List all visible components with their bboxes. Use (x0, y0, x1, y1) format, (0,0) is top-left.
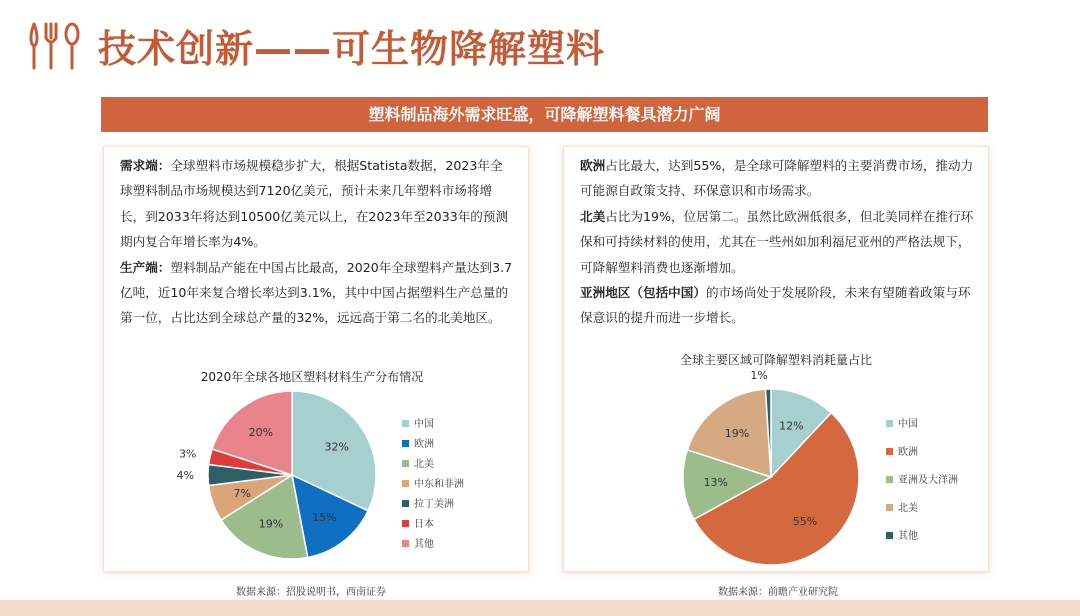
slice-label-5: 4% (176, 469, 194, 482)
left-source-note: 数据来源：招股说明书，西南证券 (236, 587, 386, 598)
supply-lead: 生产端： (120, 259, 171, 275)
slice-label-1: 32% (324, 440, 349, 454)
slice-label-1: 12% (779, 419, 804, 433)
na-lead: 北美 (580, 208, 606, 224)
legend-swatch-4 (886, 504, 893, 511)
legend-swatch-2 (402, 440, 409, 447)
legend-label-3: 北美 (414, 459, 434, 470)
right-source-note: 数据来源：前瞻产业研究院 (718, 587, 838, 598)
legend-label-2: 欧洲 (414, 439, 434, 450)
legend-label-4: 北美 (898, 503, 918, 514)
slice-label-3: 19% (258, 517, 284, 531)
slice-label-2: 55% (792, 514, 818, 528)
slice-label-3: 13% (703, 476, 729, 490)
legend-swatch-3 (402, 460, 409, 467)
legend-label-5: 拉丁美洲 (414, 499, 454, 510)
legend-swatch-1 (886, 420, 893, 427)
asia-text: 的市场尚处于发展阶段，未来有望随着政策与环保意识的提升而进一步增长。 (580, 285, 971, 326)
slice-label-4: 7% (233, 486, 251, 500)
asia-lead: 亚洲地区（包括中国） (580, 285, 706, 301)
footer-strip (0, 600, 1080, 616)
legend-swatch-1 (402, 420, 409, 427)
legend-label-1: 中国 (414, 419, 434, 430)
slice-label-2: 15% (312, 510, 337, 524)
legend-swatch-4 (402, 480, 409, 487)
legend-swatch-5 (886, 532, 893, 539)
legend-label-3: 亚洲及大洋洲 (898, 475, 958, 486)
supply-text: 塑料制品产能在中国占比最高，2020年全球塑料产量达到3.7亿吨，近10年来复合增长率达到3.1%，其中中国占据塑料生产总量的第一位，占比达到全球总产量的32%，远远高于第二名的北美地区。 (120, 259, 513, 326)
legend-label-6: 日本 (414, 519, 434, 530)
legend-label-5: 其他 (898, 531, 918, 542)
page-title: 技术创新——可生物降解塑料 (98, 27, 606, 71)
slice-label-7: 20% (248, 426, 274, 440)
utensils-logo-icon (26, 20, 86, 72)
legend-swatch-5 (402, 500, 409, 507)
chart-title: 全球主要区域可降解塑料消耗量占比 (679, 353, 873, 367)
europe-text: 占比最大，达到55%，是全球可降解塑料的主要消费市场，推动力可能源自政策支持、环保意识和市场需求。 (580, 158, 974, 199)
demand-lead: 需求端： (120, 158, 171, 173)
consumption-card (563, 146, 989, 572)
slice-label-6: 3% (178, 447, 197, 461)
legend-swatch-6 (402, 520, 409, 527)
legend-swatch-7 (402, 540, 409, 547)
demand-text: 全球塑料市场规模稳步扩大，根据Statista数据，2023年全球塑料制品市场规模达到7120亿美元，预计未来几年塑料市场将增长，到2033年将达到10500亿美元以上，在2023年至2033年的预测期内复合年增长率为4%。 (120, 158, 509, 250)
headline-banner: 塑料制品海外需求旺盛，可降解塑料餐具潜力广阔 (101, 97, 988, 132)
legend-label-2: 欧洲 (898, 447, 918, 458)
europe-lead: 欧洲 (580, 158, 606, 173)
legend-swatch-2 (886, 448, 893, 455)
legend-label-1: 中国 (898, 419, 918, 430)
na-text: 占比为19%，位居第二。虽然比欧洲低很多，但北美同样在推行环保和可持续材料的使用，尤其在一些州如加利福尼亚州的严格法规下，可降解塑料消费也逐渐增加。 (580, 208, 974, 275)
consumption-pie-chart (564, 147, 988, 571)
legend-label-4: 中东和非洲 (414, 479, 464, 490)
slice-label-4: 19% (724, 427, 750, 441)
production-pie-chart (104, 147, 528, 571)
chart-title: 2020年全球各地区塑料材料生产分布情况 (200, 370, 424, 384)
slice-label-5: 1% (750, 369, 768, 383)
legend-swatch-3 (886, 476, 893, 483)
legend-label-7: 其他 (414, 539, 434, 550)
production-card (103, 146, 529, 572)
